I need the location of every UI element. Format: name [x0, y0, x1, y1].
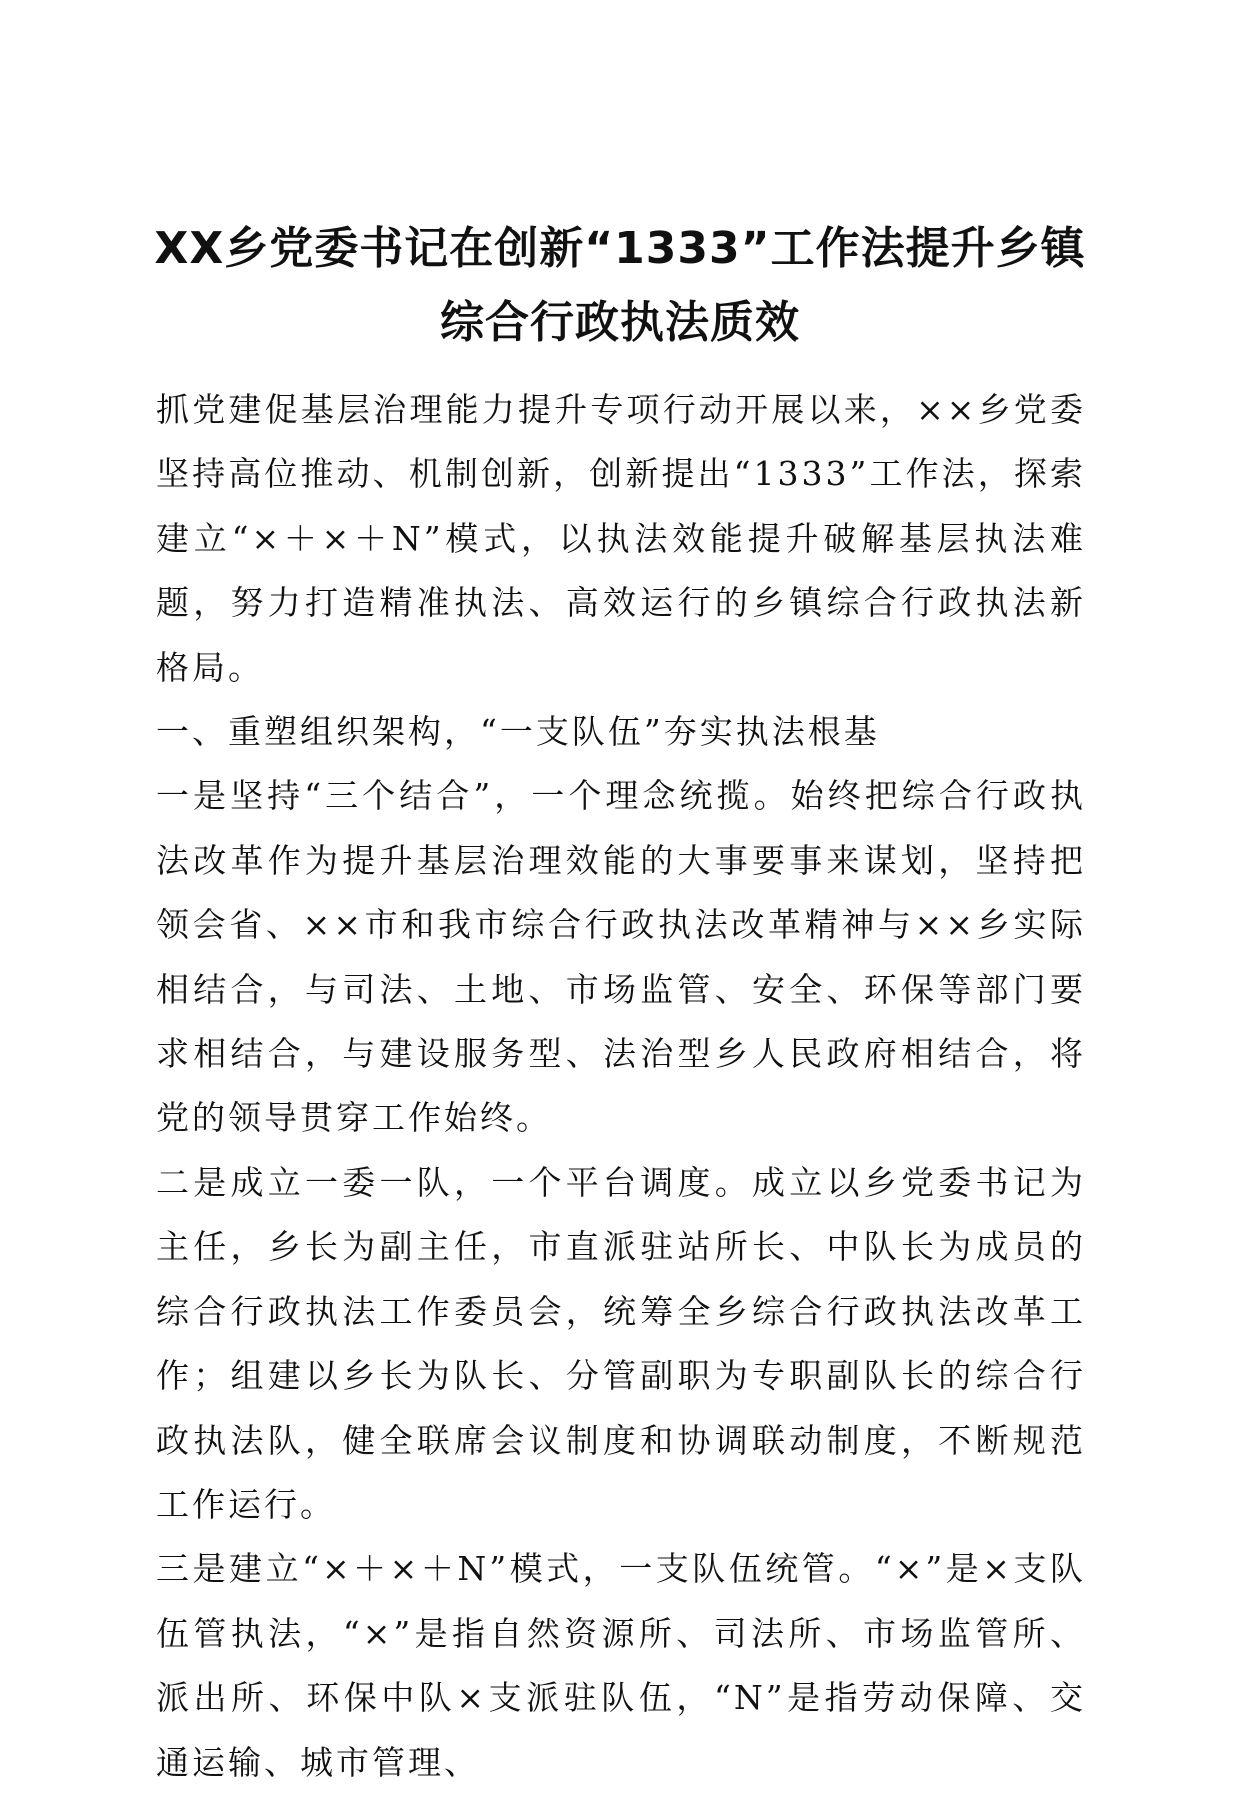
paragraph-2: 二是成立一委一队，一个平台调度。成立以乡党委书记为主任，乡长为副主任，市直派驻站所长、中队长为成员的综合行政执法工作委员会，统筹全乡综合行政执法改革工作；组建以乡长为队长、分管副职为专职副队长的综合行政执法队，健全联席会议制度和协调联动制度，不断规范工作运行。 — [156, 1162, 1086, 1524]
title-line-2: 综合行政执法质效 — [440, 297, 800, 348]
section-heading-1: 一、重塑组织架构，“一支队伍”夯实执法根基 — [156, 712, 880, 752]
document-title — [150, 212, 1090, 360]
intro-paragraph: 抓党建促基层治理能力提升专项行动开展以来，××乡党委坚持高位推动、机制创新，创新提出“1333”工作法，探索建立“×＋×＋N”模式，以执法效能提升破解基层执法难题，努力打造精准执法、高效运行的乡镇综合行政执法新格局。 — [156, 390, 1086, 687]
paragraph-1: 一是坚持“三个结合”，一个理念统揽。始终把综合行政执法改革作为提升基层治理效能的大事要事来谋划，坚持把领会省、××市和我市综合行政执法改革精神与××乡实际相结合，与司法、土地、市场监管、安全、环保等部门要求相结合，与建设服务型、法治型乡人民政府相结合，将党的领导贯穿工作始终。 — [156, 776, 1086, 1138]
document-body — [156, 378, 1086, 1795]
title-line-1: XX乡党委书记在创新“1333”工作法提升乡镇 — [154, 223, 1086, 274]
paragraph-3: 三是建立“×＋×＋N”模式，一支队伍统管。“×”是×支队伍管执法，“×”是指自然资源所、司法所、市场监管所、派出所、环保中队×支派驻队伍，“N”是指劳动保障、交通运输、城市管理、 — [156, 1549, 1086, 1782]
